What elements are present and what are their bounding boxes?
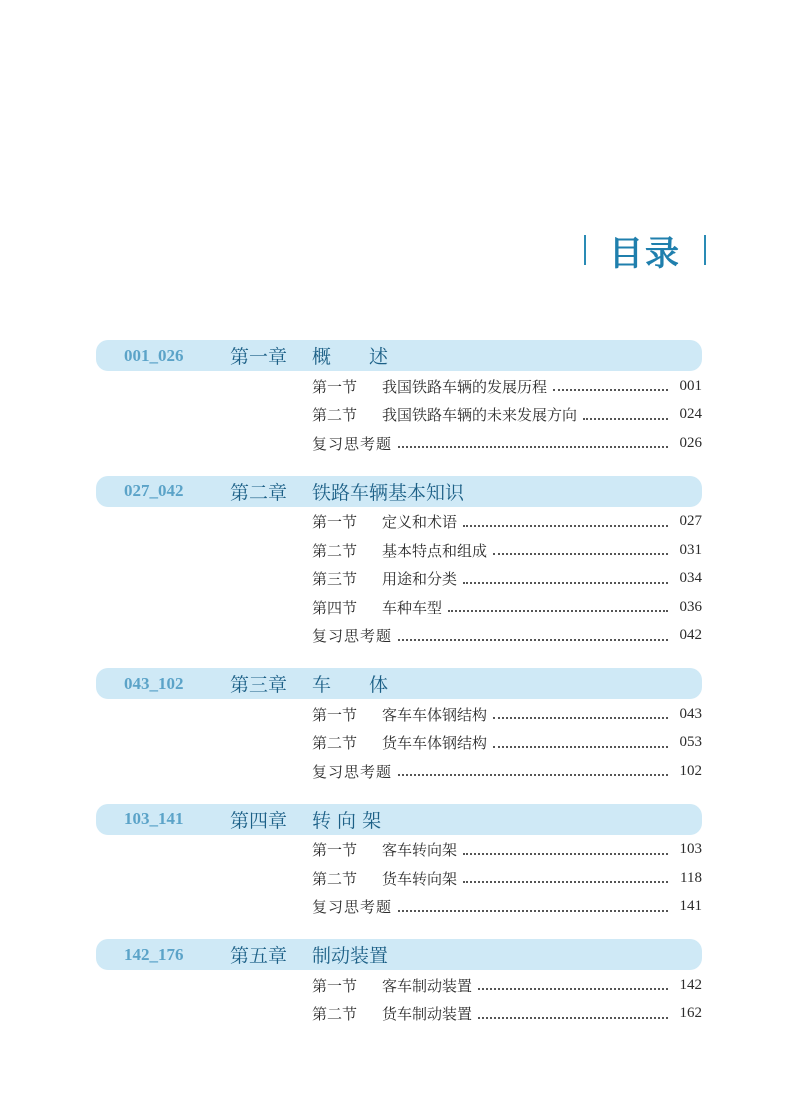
page-number: 043 [679, 705, 702, 722]
chapter-number: 第四章 [230, 809, 288, 832]
section-number: 第二节 [312, 1005, 358, 1024]
section-number: 第一节 [312, 976, 358, 995]
dot-leader [398, 910, 668, 912]
page-number: 036 [679, 598, 702, 615]
chapter-2 [96, 476, 702, 651]
dot-leader [553, 389, 668, 391]
chapter-header[interactable] [96, 668, 702, 699]
section-title: 用途和分类 [382, 570, 458, 589]
section-title: 货车转向架 [382, 869, 458, 888]
dot-leader [463, 525, 668, 527]
section-number: 第四节 [312, 598, 358, 617]
section-entry[interactable] [312, 536, 702, 565]
dot-leader [463, 582, 668, 584]
dot-leader [398, 774, 668, 776]
chapter-title: 转 向 架 [312, 809, 382, 832]
section-number: 第三节 [312, 570, 358, 589]
section-number: 第一节 [312, 377, 358, 396]
chapter-page-range: 001_026 [124, 345, 184, 365]
title-left-bar [584, 235, 586, 265]
dot-leader [493, 553, 668, 555]
review-title: 复习思考题 [312, 627, 393, 646]
dot-leader [463, 853, 668, 855]
review-title: 复习思考题 [312, 762, 393, 781]
chapter-number: 第五章 [230, 945, 288, 967]
section-number: 第二节 [312, 541, 358, 560]
page-number: 162 [679, 1005, 702, 1022]
page-number: 034 [679, 570, 702, 587]
section-entry[interactable] [312, 971, 702, 1000]
section-number: 第一节 [312, 513, 358, 532]
section-title: 定义和术语 [382, 513, 458, 532]
chapter-4 [96, 804, 702, 922]
section-entry[interactable] [312, 565, 702, 594]
chapter-number: 第一章 [230, 346, 288, 368]
chapter-title: 概 述 [312, 346, 389, 368]
review-entry[interactable] [312, 622, 702, 651]
page-number: 026 [679, 434, 702, 451]
chapter-title: 制动装置 [312, 945, 389, 967]
section-entry[interactable] [312, 401, 702, 430]
chapter-title: 铁路车辆基本知识 [312, 481, 465, 504]
section-number: 第二节 [312, 869, 358, 888]
dot-leader [493, 717, 668, 719]
dot-leader [493, 746, 668, 748]
page-number: 141 [679, 898, 702, 915]
section-entry[interactable] [312, 593, 702, 622]
dot-leader [448, 610, 668, 612]
review-title: 复习思考题 [312, 898, 393, 917]
section-number: 第二节 [312, 406, 358, 425]
chapter-page-range: 027_042 [124, 481, 184, 500]
dot-leader [463, 881, 668, 883]
page-number: 118 [680, 869, 702, 886]
section-title: 客车车体钢结构 [382, 705, 488, 724]
chapter-header[interactable] [96, 939, 702, 970]
page-number: 024 [679, 406, 702, 423]
section-number: 第二节 [312, 734, 358, 753]
section-title: 我国铁路车辆的发展历程 [382, 377, 548, 396]
section-entry[interactable] [312, 700, 702, 729]
section-entry[interactable] [312, 508, 702, 537]
section-entry[interactable] [312, 836, 702, 865]
title-right-bar [704, 235, 706, 265]
chapter-page-range: 103_141 [124, 809, 184, 828]
review-title: 复习思考题 [312, 434, 393, 453]
page-number: 142 [679, 976, 702, 993]
review-entry[interactable] [312, 429, 702, 458]
section-title: 货车车体钢结构 [382, 734, 488, 753]
chapter-number: 第二章 [230, 481, 288, 504]
chapter-number: 第三章 [230, 674, 288, 696]
section-entry[interactable] [312, 372, 702, 401]
chapter-title: 车 体 [312, 674, 389, 696]
chapter-header[interactable] [96, 476, 702, 507]
chapter-header[interactable] [96, 340, 702, 371]
section-title: 货车制动装置 [382, 1005, 473, 1024]
dot-leader [478, 988, 668, 990]
page-number: 042 [679, 627, 702, 644]
review-entry[interactable] [312, 757, 702, 786]
section-title: 我国铁路车辆的未来发展方向 [382, 406, 578, 425]
dot-leader [398, 639, 668, 641]
chapter-page-range: 043_102 [124, 673, 184, 693]
page-number: 053 [679, 734, 702, 751]
title-block [584, 228, 706, 272]
chapter-5 [96, 939, 702, 1028]
chapter-3 [96, 668, 702, 786]
section-title: 客车制动装置 [382, 976, 473, 995]
chapter-header[interactable] [96, 804, 702, 835]
dot-leader [398, 446, 668, 448]
review-entry[interactable] [312, 893, 702, 922]
table-of-contents [96, 340, 702, 1046]
section-title: 车种车型 [382, 598, 443, 617]
page-number: 102 [679, 762, 702, 779]
chapter-page-range: 142_176 [124, 944, 184, 964]
section-title: 基本特点和组成 [382, 541, 488, 560]
page-number: 001 [679, 377, 702, 394]
page-number: 031 [679, 541, 702, 558]
page-title: 目录 [609, 233, 681, 274]
dot-leader [583, 418, 668, 420]
section-entry[interactable] [312, 1000, 702, 1029]
page-number: 027 [679, 513, 702, 530]
section-number: 第一节 [312, 705, 358, 724]
section-entry[interactable] [312, 729, 702, 758]
section-number: 第一节 [312, 841, 358, 860]
dot-leader [478, 1017, 668, 1019]
section-title: 客车转向架 [382, 841, 458, 860]
page-number: 103 [679, 841, 702, 858]
chapter-1 [96, 340, 702, 458]
section-entry[interactable] [312, 864, 702, 893]
